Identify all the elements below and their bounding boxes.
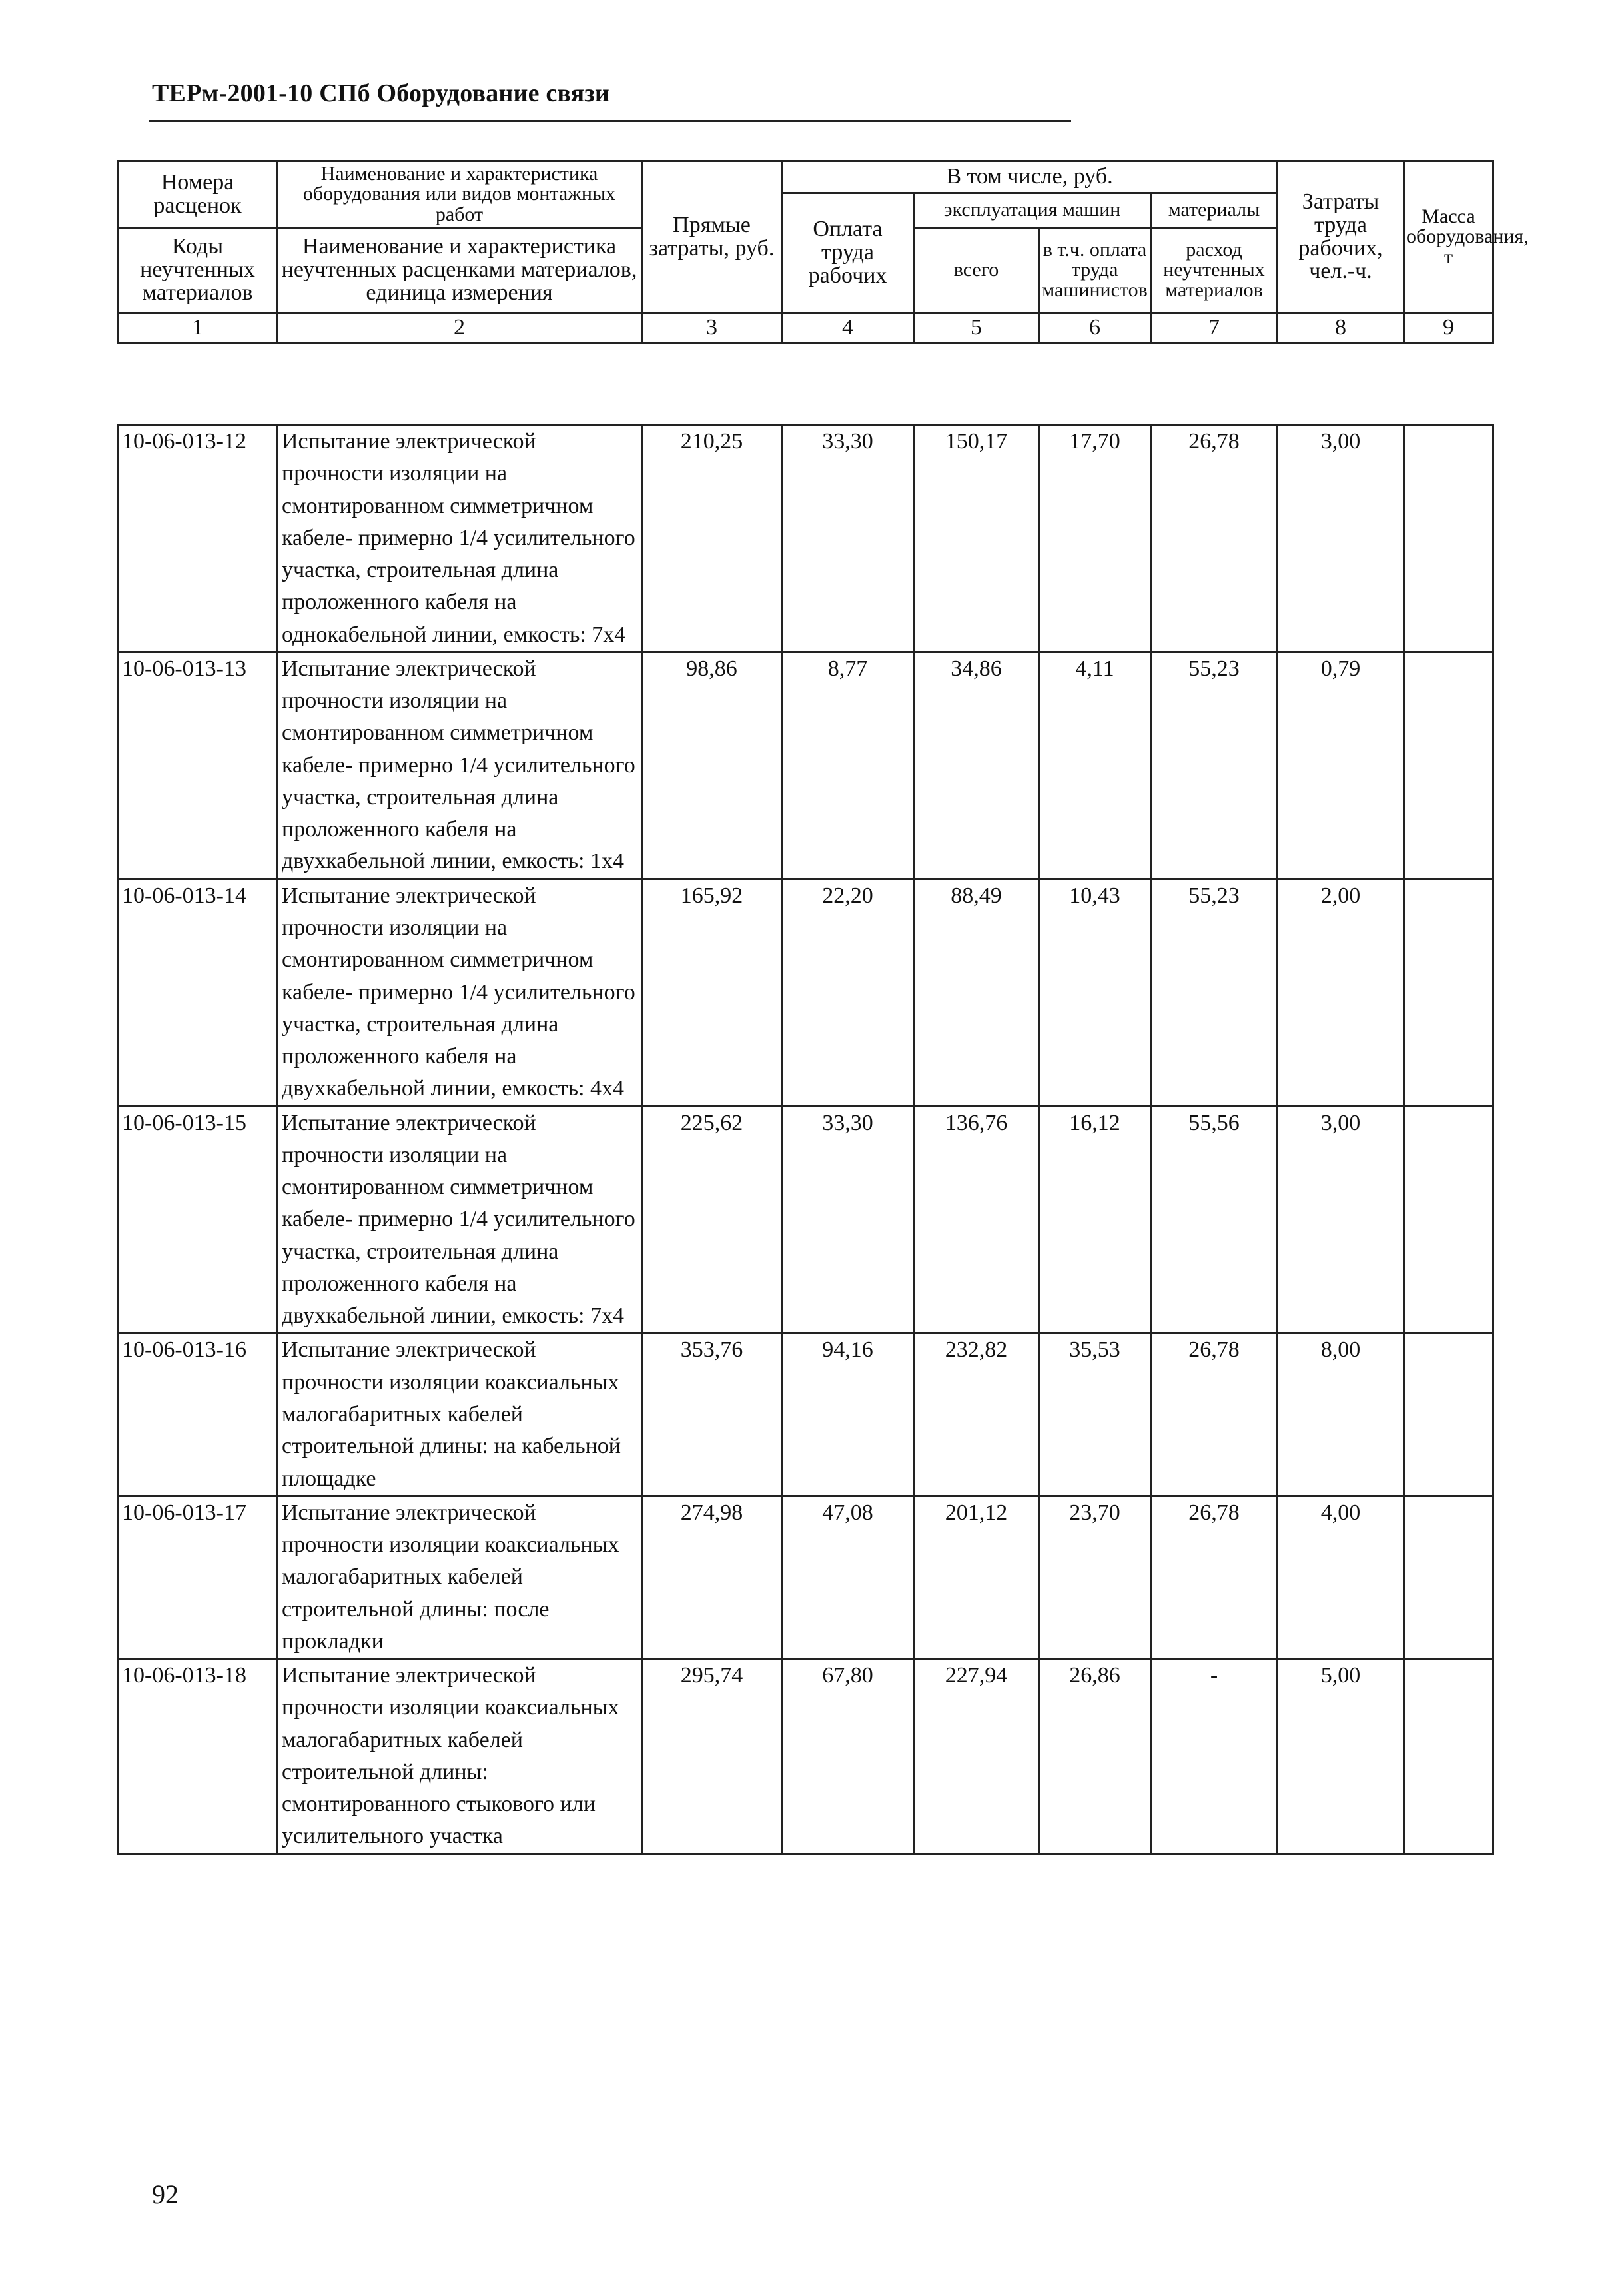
header-unaccounted-materials: Наименование и характеристика неучтенных расценками материалов, единица измерения	[277, 228, 642, 313]
rates-table	[117, 424, 1494, 1855]
rate-code: 10-06-013-16	[119, 1333, 277, 1496]
header-including-group: В том числе, руб.	[782, 161, 1278, 193]
labor-hours-value: 2,00	[1278, 879, 1404, 1106]
direct-costs-value: 274,98	[642, 1496, 782, 1658]
table-row	[119, 425, 1493, 652]
machinists-pay-value: 10,43	[1039, 879, 1151, 1106]
machinists-pay-value: 4,11	[1039, 652, 1151, 879]
labor-hours-value: 0,79	[1278, 652, 1404, 879]
header-labor-hours: Затраты труда рабочих, чел.-ч.	[1278, 161, 1404, 313]
rate-code: 10-06-013-14	[119, 879, 277, 1106]
direct-costs-value: 210,25	[642, 425, 782, 652]
column-number: 3	[642, 313, 782, 344]
equipment-mass-value	[1404, 425, 1493, 652]
header-machines-group: эксплуатация машин	[914, 193, 1151, 228]
labor-pay-value: 67,80	[782, 1659, 914, 1854]
table-row	[119, 1333, 1493, 1496]
work-description: Испытание электрической прочности изоляции на смонтированном симметричном кабеле- примерно 1/4 усилительного участка, строительная длина проложенного кабеля на двухкабельной линии, емкость: 4x4	[277, 879, 642, 1106]
machines-total-value: 136,76	[914, 1106, 1039, 1333]
table-row	[119, 879, 1493, 1106]
machines-total-value: 150,17	[914, 425, 1039, 652]
rate-code: 10-06-013-18	[119, 1659, 277, 1854]
header-unaccounted-codes: Коды неучтенных материалов	[119, 228, 277, 313]
rate-code: 10-06-013-12	[119, 425, 277, 652]
rates-table-body	[119, 425, 1493, 1854]
materials-value: 55,23	[1151, 652, 1278, 879]
table-row	[119, 652, 1493, 879]
column-number: 4	[782, 313, 914, 344]
machinists-pay-value: 26,86	[1039, 1659, 1151, 1854]
title-underline	[149, 120, 1071, 122]
work-description: Испытание электрической прочности изоляции коаксиальных малогабаритных кабелей строительной длины: смонтированного стыкового или усилительного участка	[277, 1659, 642, 1854]
rate-code: 10-06-013-15	[119, 1106, 277, 1333]
column-header-table	[117, 160, 1529, 344]
machinists-pay-value: 35,53	[1039, 1333, 1151, 1496]
machinists-pay-value: 16,12	[1039, 1106, 1151, 1333]
direct-costs-value: 225,62	[642, 1106, 782, 1333]
labor-pay-value: 33,30	[782, 1106, 914, 1333]
labor-pay-value: 8,77	[782, 652, 914, 879]
materials-value: 55,56	[1151, 1106, 1278, 1333]
header-equipment-mass: Масса оборудования, т	[1404, 161, 1493, 313]
work-description: Испытание электрической прочности изоляции на смонтированном симметричном кабеле- примерно 1/4 усилительного участка, строительная длина проложенного кабеля на двухкабельной линии, емкость: 1x4	[277, 652, 642, 879]
header-labor-pay: Оплата труда рабочих	[782, 193, 914, 313]
materials-value: 26,78	[1151, 1496, 1278, 1658]
column-number: 2	[277, 313, 642, 344]
header-materials-consumption: расход неучтенных материалов	[1151, 228, 1278, 313]
machines-total-value: 34,86	[914, 652, 1039, 879]
table-row	[119, 1496, 1493, 1658]
labor-hours-value: 5,00	[1278, 1659, 1404, 1854]
table-row	[119, 1659, 1493, 1854]
labor-pay-value: 22,20	[782, 879, 914, 1106]
labor-hours-value: 3,00	[1278, 1106, 1404, 1333]
table-row	[119, 1106, 1493, 1333]
machines-total-value: 88,49	[914, 879, 1039, 1106]
equipment-mass-value	[1404, 879, 1493, 1106]
column-number: 6	[1039, 313, 1151, 344]
materials-value: 26,78	[1151, 1333, 1278, 1496]
column-number: 7	[1151, 313, 1278, 344]
column-number: 1	[119, 313, 277, 344]
rate-code: 10-06-013-17	[119, 1496, 277, 1658]
equipment-mass-value	[1404, 652, 1493, 879]
header-materials-group: материалы	[1151, 193, 1278, 228]
column-number: 9	[1404, 313, 1493, 344]
header-direct-costs: Прямые затраты, руб.	[642, 161, 782, 313]
column-number: 5	[914, 313, 1039, 344]
direct-costs-value: 295,74	[642, 1659, 782, 1854]
header-machinists-pay: в т.ч. оплата труда машинистов	[1039, 228, 1151, 313]
machines-total-value: 227,94	[914, 1659, 1039, 1854]
page-number: 92	[152, 2179, 179, 2209]
equipment-mass-value	[1404, 1496, 1493, 1658]
equipment-mass-value	[1404, 1659, 1493, 1854]
work-description: Испытание электрической прочности изоляции коаксиальных малогабаритных кабелей строительной длины: после прокладки	[277, 1496, 642, 1658]
machines-total-value: 201,12	[914, 1496, 1039, 1658]
document-title: ТЕРм-2001-10 СПб Оборудование связи	[152, 79, 609, 107]
materials-value: -	[1151, 1659, 1278, 1854]
header-rate-numbers: Номера расценок	[119, 161, 277, 228]
machinists-pay-value: 17,70	[1039, 425, 1151, 652]
rate-code: 10-06-013-13	[119, 652, 277, 879]
direct-costs-value: 165,92	[642, 879, 782, 1106]
equipment-mass-value	[1404, 1106, 1493, 1333]
labor-hours-value: 3,00	[1278, 425, 1404, 652]
work-description: Испытание электрической прочности изоляции на смонтированном симметричном кабеле- примерно 1/4 усилительного участка, строительная длина проложенного кабеля на однокабельной линии, емкость: 7x4	[277, 425, 642, 652]
work-description: Испытание электрической прочности изоляции коаксиальных малогабаритных кабелей строительной длины: на кабельной площадке	[277, 1333, 642, 1496]
work-description: Испытание электрической прочности изоляции на смонтированном симметричном кабеле- примерно 1/4 усилительного участка, строительная длина проложенного кабеля на двухкабельной линии, емкость: 7x4	[277, 1106, 642, 1333]
column-number: 8	[1278, 313, 1404, 344]
direct-costs-value: 98,86	[642, 652, 782, 879]
header-machines-total: всего	[914, 228, 1039, 313]
machinists-pay-value: 23,70	[1039, 1496, 1151, 1658]
labor-pay-value: 94,16	[782, 1333, 914, 1496]
machines-total-value: 232,82	[914, 1333, 1039, 1496]
materials-value: 55,23	[1151, 879, 1278, 1106]
equipment-mass-value	[1404, 1333, 1493, 1496]
direct-costs-value: 353,76	[642, 1333, 782, 1496]
header-work-name: Наименование и характеристика оборудования или видов монтажных работ	[277, 161, 642, 228]
labor-hours-value: 8,00	[1278, 1333, 1404, 1496]
labor-pay-value: 33,30	[782, 425, 914, 652]
labor-pay-value: 47,08	[782, 1496, 914, 1658]
labor-hours-value: 4,00	[1278, 1496, 1404, 1658]
materials-value: 26,78	[1151, 425, 1278, 652]
